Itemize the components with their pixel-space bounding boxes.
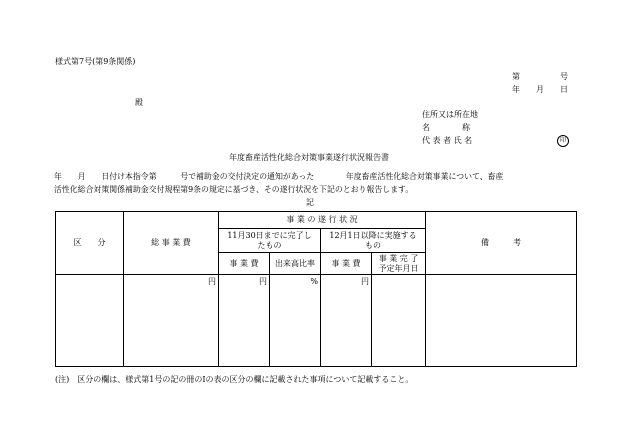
sub-ratio-header: 出来高比率 [270, 253, 321, 275]
remarks-cell[interactable] [426, 275, 577, 367]
address-label: 住所又は所在地 [422, 110, 478, 119]
category-cell[interactable] [56, 275, 124, 367]
ratio-cell[interactable]: % [270, 275, 321, 367]
sub-completion-date-header: 事 業 完 了 予定年月日 [372, 253, 426, 275]
progress-table [55, 211, 577, 367]
body-text-line-1: 年 月 日付け本指令第 号で補助金の交付決定の通知があった 年度畜産活性化総合対策事業について、畜産 [54, 172, 504, 181]
col-total-cost-header: 総 事 業 費 [124, 212, 219, 275]
sub-cost-header: 事 業 費 [219, 253, 270, 275]
col-progress-header: 事 業 の 遂 行 状 況 [219, 212, 426, 229]
document-date-label: 年 月 日 [512, 85, 568, 94]
seal-mark [557, 135, 569, 147]
completion-date-cell[interactable] [372, 275, 426, 367]
ki-heading: 記 [306, 198, 314, 207]
planned-cost-cell[interactable]: 円 [321, 275, 372, 367]
form-id: 様式第7号(第9条関係) [55, 57, 136, 66]
col-category-header: 区 分 [56, 212, 124, 275]
representative-label: 代 表 者 氏 名 [422, 136, 473, 145]
col-planned-header: 12月1日以降に実施するもの [321, 229, 426, 253]
footnote: (注) 区分の欄は、様式第1号の記の冊のⅠの表の区分の欄に記載された事項について記載すること。 [55, 375, 414, 384]
sub-cost2-header: 事 業 費 [321, 253, 372, 275]
name-label: 名 称 [422, 123, 470, 132]
col-remarks-header: 備 考 [426, 212, 577, 275]
total-cost-cell[interactable]: 円 [124, 275, 219, 367]
document-title: 年度畜産活性化総合対策事業遂行状況報告書 [229, 153, 389, 162]
addressee-suffix: 殿 [135, 98, 143, 107]
document-number-label: 第 号 [512, 72, 568, 81]
table-row [56, 275, 577, 367]
seal-glyph: 印 [557, 135, 569, 147]
col-completed-header: 11月30日までに完了したもの [219, 229, 321, 253]
body-text-line-2: 活性化総合対策関係補助金交付規程第9条の規定に基づき、その遂行状況を下記のとおり報告します。 [54, 185, 414, 194]
completed-cost-cell[interactable]: 円 [219, 275, 270, 367]
